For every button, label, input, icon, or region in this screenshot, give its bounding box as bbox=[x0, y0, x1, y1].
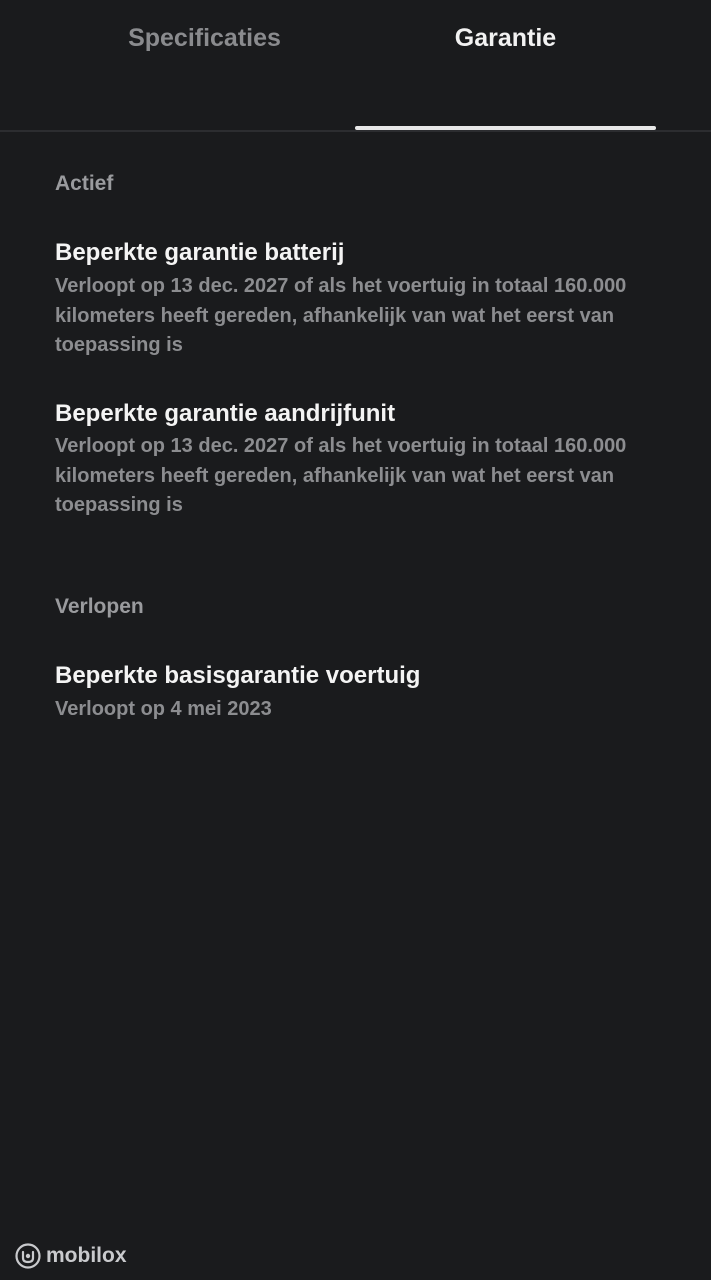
watermark-text: mobilox bbox=[46, 1244, 127, 1267]
mobilox-logo-icon bbox=[15, 1243, 41, 1269]
tab-garantie[interactable] bbox=[355, 0, 656, 130]
tab-garantie-label: Garantie bbox=[454, 23, 557, 52]
warranty-desc-drive-unit: Verloopt op 13 dec. 2027 of als het voertuig in totaal 160.000 kilometers heeft gereden, afhankelijk van wat het eerst van toepassing is bbox=[55, 435, 627, 516]
section-header-active: Actief bbox=[55, 172, 114, 195]
warranty-title-battery: Beperkte garantie batterij bbox=[55, 239, 345, 266]
tab-specificaties-label: Specificaties bbox=[128, 23, 281, 52]
warranty-desc-battery: Verloopt op 13 dec. 2027 of als het voertuig in totaal 160.000 kilometers heeft gereden, afhankelijk van wat het eerst van toepassing is bbox=[55, 275, 627, 356]
tab-bar bbox=[0, 0, 711, 132]
section-header-expired: Verlopen bbox=[55, 595, 144, 618]
watermark bbox=[15, 1243, 127, 1269]
tab-specificaties[interactable] bbox=[54, 0, 355, 130]
warranty-title-drive-unit: Beperkte garantie aandrijfunit bbox=[55, 400, 396, 427]
warranty-title-basic-vehicle: Beperkte basisgarantie voertuig bbox=[55, 662, 421, 689]
warranty-desc-basic-vehicle: Verloopt op 4 mei 2023 bbox=[55, 698, 272, 720]
active-tab-indicator bbox=[355, 126, 656, 130]
